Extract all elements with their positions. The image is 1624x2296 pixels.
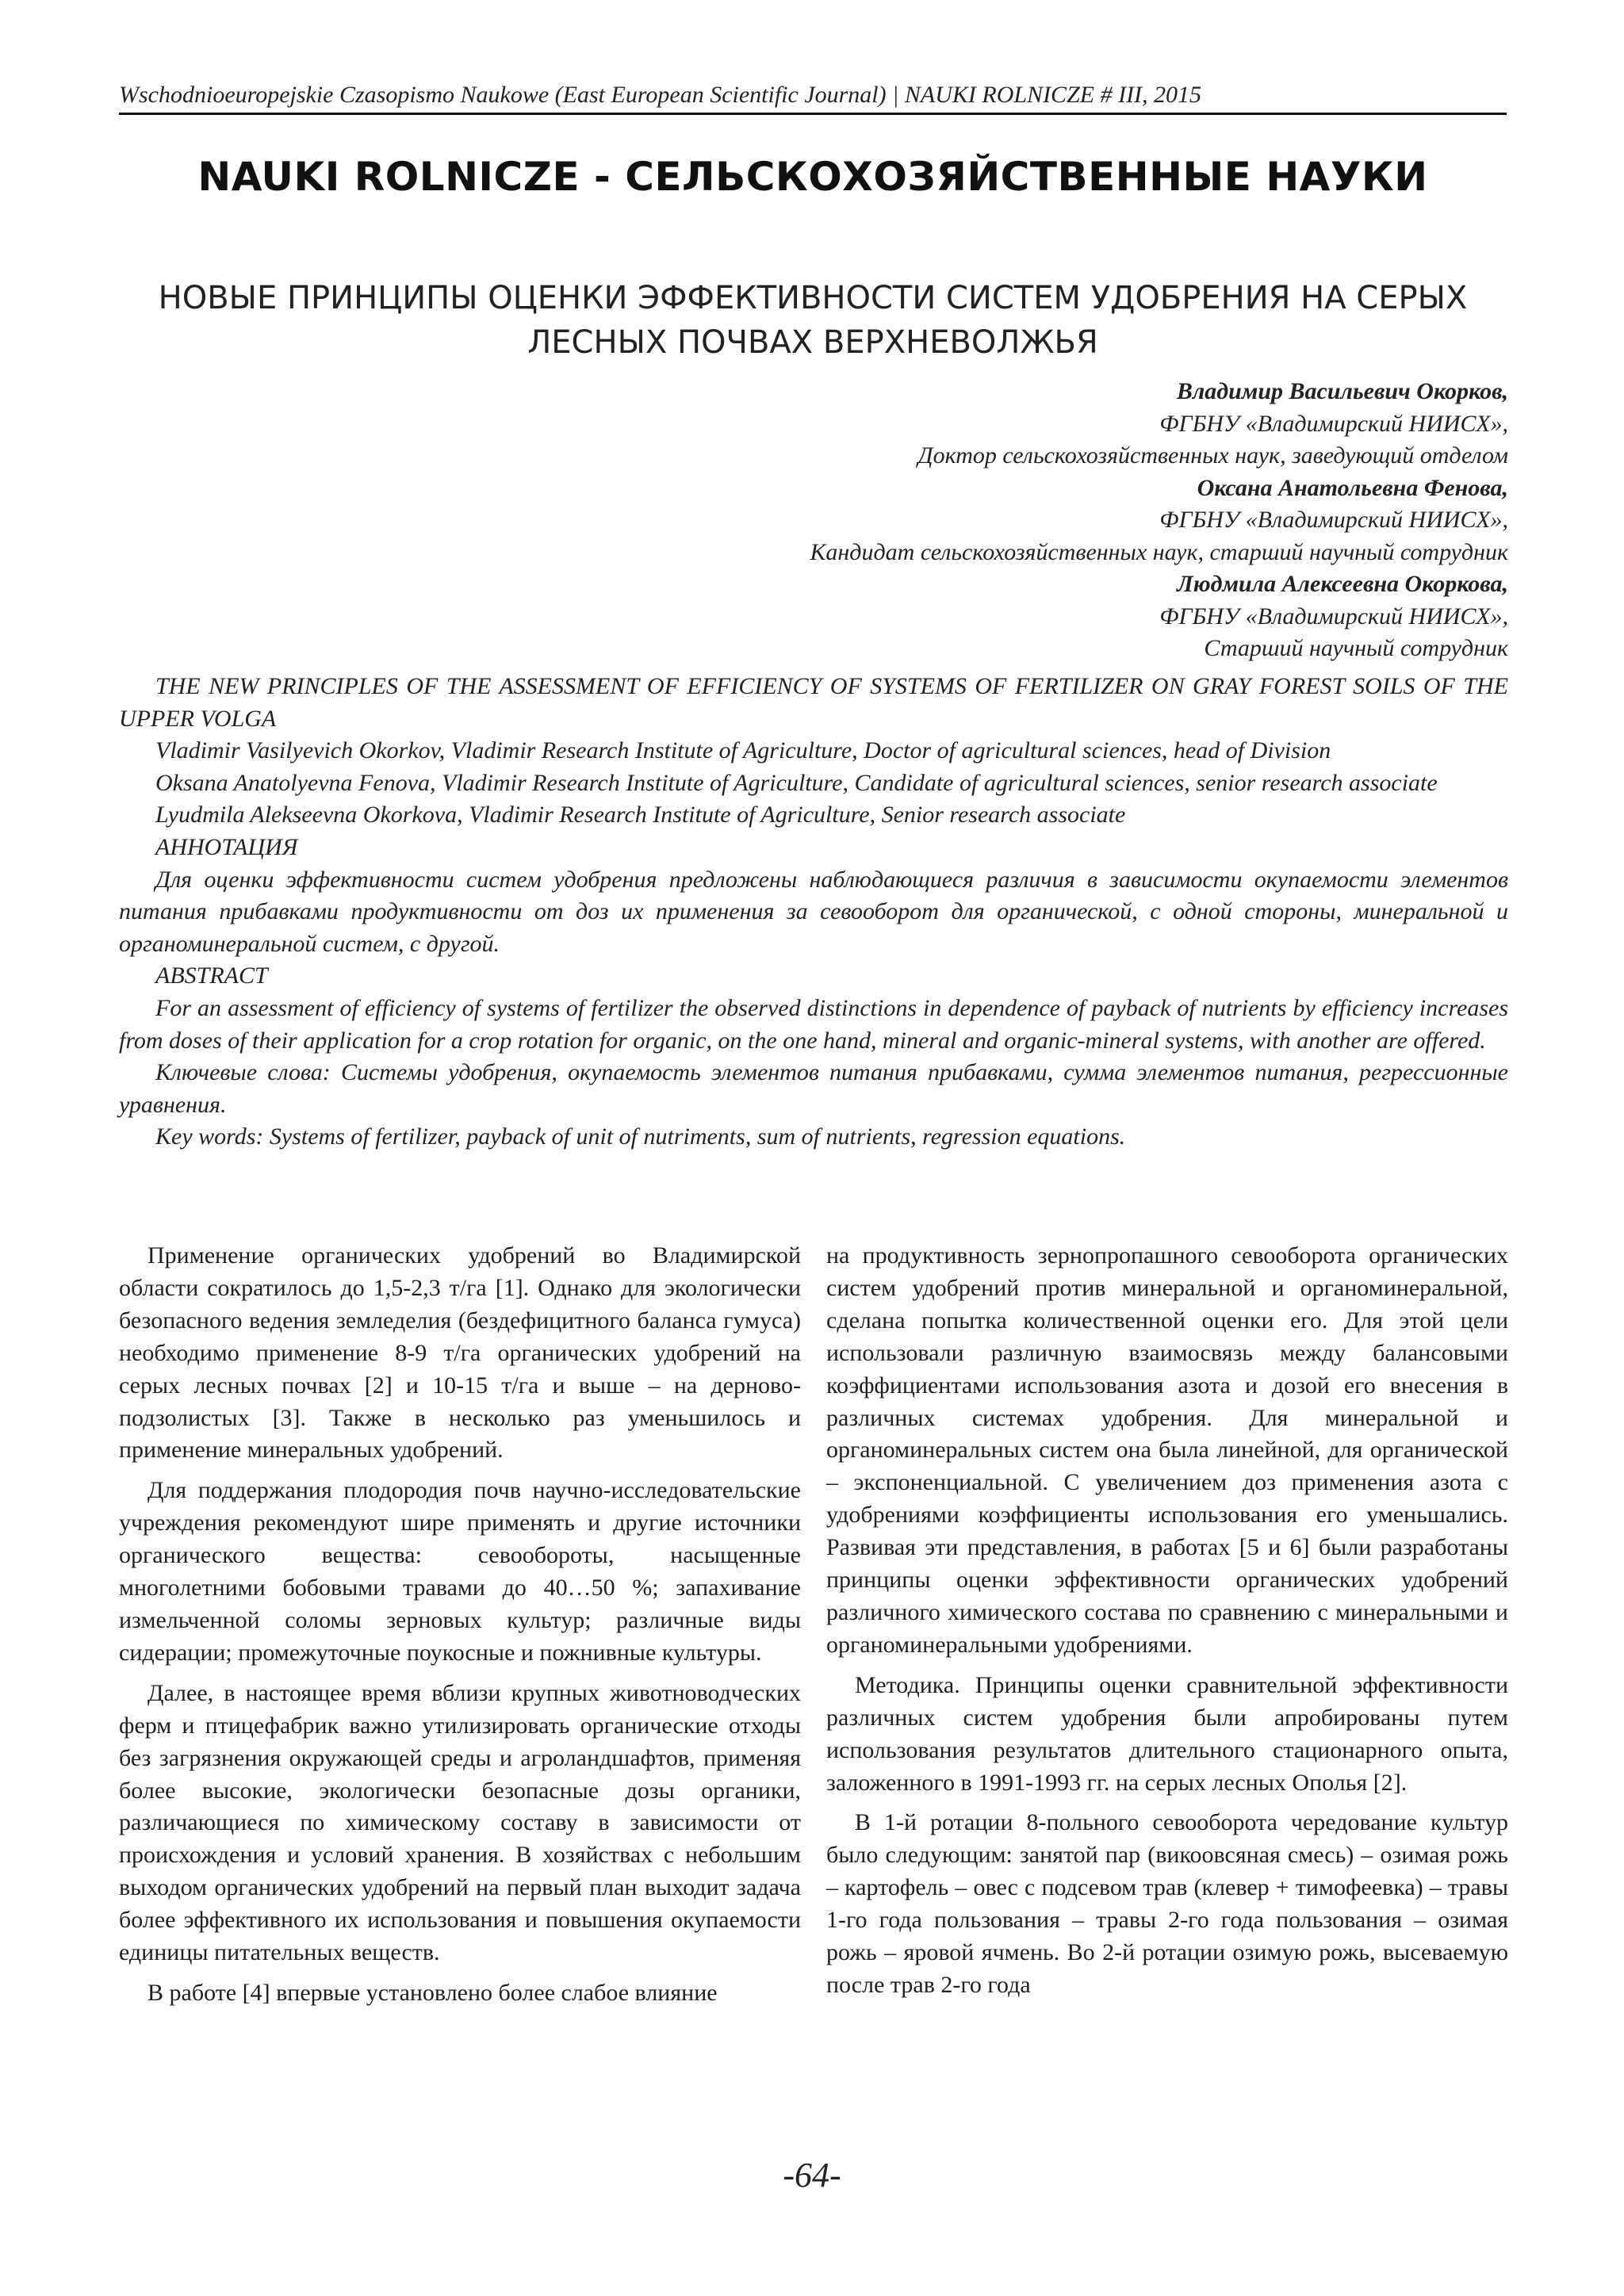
author-name: Людмила Алексеевна Окоркова,	[1177, 571, 1508, 597]
english-title: THE NEW PRINCIPLES OF THE ASSESSMENT OF EFFICIENCY OF SYSTEMS OF FERTILIZER ON GRAY FOREST SOILS OF THE UPPER VOLGA	[119, 673, 1508, 732]
author-position: Доктор сельскохозяйственных наук, заведующий отделом	[917, 442, 1508, 469]
body-paragraph: Применение органических удобрений во Владимирской области сократилось до 1,5-2,3 т/га [1]. Однако для экологически безопасного ведения земледелия (бездефицитного баланса гумуса) необходимо применение 8-9 т/га органических удобрений на серых лесных почвах [2] и 10-15 т/га и выше – на дерново-подзолистых [3]. Также в несколько раз уменьшилось и применение минеральных удобрений.	[119, 1242, 801, 1464]
english-author: Lyudmila Alekseevna Okorkova, Vladimir Research Institute of Agriculture, Senior research associate	[155, 802, 1126, 828]
english-author: Oksana Anatolyevna Fenova, Vladimir Research Institute of Agriculture, Candidate of agricultural sciences, senior research associate	[155, 769, 1438, 796]
running-head: Wschodnioeuropejskie Czasopismo Naukowe (East European Scientific Journal) | NAUKI ROLNICZE # III, 2015	[119, 82, 1202, 108]
author-affiliation: ФГБНУ «Владимирский НИИСХ»,	[1159, 507, 1508, 533]
body-paragraph: В 1-й ротации 8-польного севооборота чередование культур было следующим: занятой пар (викоовсяная смесь) – озимая рожь – картофель – овес с подсевом трав (клевер + тимофеевка) – травы 1-го года пользования – травы 2-го года пользования – озимая рожь – яровой ячмень. Во 2-й ротации озимую рожь, высеваемую после трав 2-го года	[826, 1809, 1508, 1998]
section-title: NAUKI ROLNICZE - СЕЛЬСКОХОЗЯЙСТВЕННЫЕ НАУКИ	[197, 154, 1428, 200]
author-affiliation: ФГБНУ «Владимирский НИИСХ»,	[1159, 603, 1508, 629]
author-position: Старший научный сотрудник	[1204, 635, 1508, 661]
body-paragraph: Далее, в настоящее время вблизи крупных животноводческих ферм и птицефабрик важно утилизировать органические отходы без загрязнения окружающей среды и агроландшафтов, применяя более высокие, экологически безопасные дозы органики, различающиеся по химическому составу в зависимости от происхождения и условий хранения. В хозяйствах с небольшим выходом органических удобрений на первый план выходит задача более эффективного их использования и повышения окупаемости единицы питательных веществ.	[119, 1679, 801, 1966]
author-affiliation: ФГБНУ «Владимирский НИИСХ»,	[1159, 410, 1508, 437]
keywords-en: Key words: Systems of fertilizer, payback of unit of nutriments, sum of nutrients, regression equations.	[155, 1123, 1126, 1150]
front-matter	[119, 671, 1508, 1154]
page-number: -64-	[783, 2156, 841, 2195]
article-title	[119, 276, 1507, 365]
abstract-text: For an assessment of efficiency of systems of fertilizer the observed distinctions in dependence of payback of nutrients by efficiency increases from doses of their application for a crop rotation for organic, on the one hand, mineral and organic-mineral systems, with another are offered.	[119, 994, 1508, 1054]
right-column	[826, 1240, 1508, 2010]
body-columns	[119, 1240, 1508, 2010]
abstract-heading: ABSTRACT	[155, 962, 268, 989]
keywords-ru: Ключевые слова: Системы удобрения, окупаемость элементов питания прибавками, сумма элементов питания, регрессионные уравнения.	[119, 1059, 1508, 1118]
author-position: Кандидат сельскохозяйственных наук, старший научный сотрудник	[810, 538, 1508, 565]
annotation-text: Для оценки эффективности систем удобрения предложены наблюдающиеся различия в зависимости окупаемости элементов питания прибавками продуктивности от доз их применения за севооборот для органической, с одной стороны, минеральной и органоминеральной систем, с другой.	[119, 866, 1508, 957]
annotation-heading: АННОТАЦИЯ	[155, 833, 298, 860]
body-paragraph: на продуктивность зернопропашного севооборота органических систем удобрений против минеральной и органоминеральной, сделана попытка количественной оценки его. Для этой цели использовали различную взаимосвязь между балансовыми коэффициентами использования азота и дозой его внесения в различных системах удобрения. Для минеральной и органоминеральных систем она была линейной, для органической – экспоненциальной. С увеличением доз применения азота с удобрениями коэффициенты использования его уменьшались. Развивая эти представления, в работах [5 и 6] были разработаны принципы оценки эффективности органических удобрений различного химического состава по сравнению с минеральными и органоминеральными удобрениями.	[826, 1242, 1508, 1658]
body-paragraph: В работе [4] впервые установлено более слабое влияние	[147, 1979, 718, 2006]
author-name: Оксана Анатольевна Фенова,	[1197, 474, 1508, 501]
author-name: Владимир Васильевич Окорков,	[1176, 378, 1508, 404]
article-title-line: ЛЕСНЫХ ПОЧВАХ ВЕРХНЕВОЛЖЬЯ	[527, 324, 1098, 361]
left-column	[119, 1240, 801, 2010]
article-title-line: НОВЫЕ ПРИНЦИПЫ ОЦЕНКИ ЭФФЕКТИВНОСТИ СИСТЕМ УДОБРЕНИЯ НА СЕРЫХ	[158, 280, 1468, 316]
english-author: Vladimir Vasilyevich Okorkov, Vladimir Research Institute of Agriculture, Doctor of agricultural sciences, head of Division	[155, 737, 1331, 764]
body-paragraph: Методика. Принципы оценки сравнительной эффективности различных систем удобрения были апробированы путем использования результатов длительного стационарного опыта, заложенного в 1991-1993 гг. на серых лесных Ополья [2].	[826, 1671, 1508, 1796]
body-paragraph: Для поддержания плодородия почв научно-исследовательские учреждения рекомендуют шире применять и другие источники органического вещества: севообороты, насыщенные многолетними бобовыми травами до 40…50 %; запахивание измельченной соломы зерновых культур; различные виды сидерации; промежуточные поукосные и пожнивные культуры.	[119, 1477, 801, 1666]
author-block	[119, 376, 1508, 665]
header-rule	[119, 113, 1507, 115]
